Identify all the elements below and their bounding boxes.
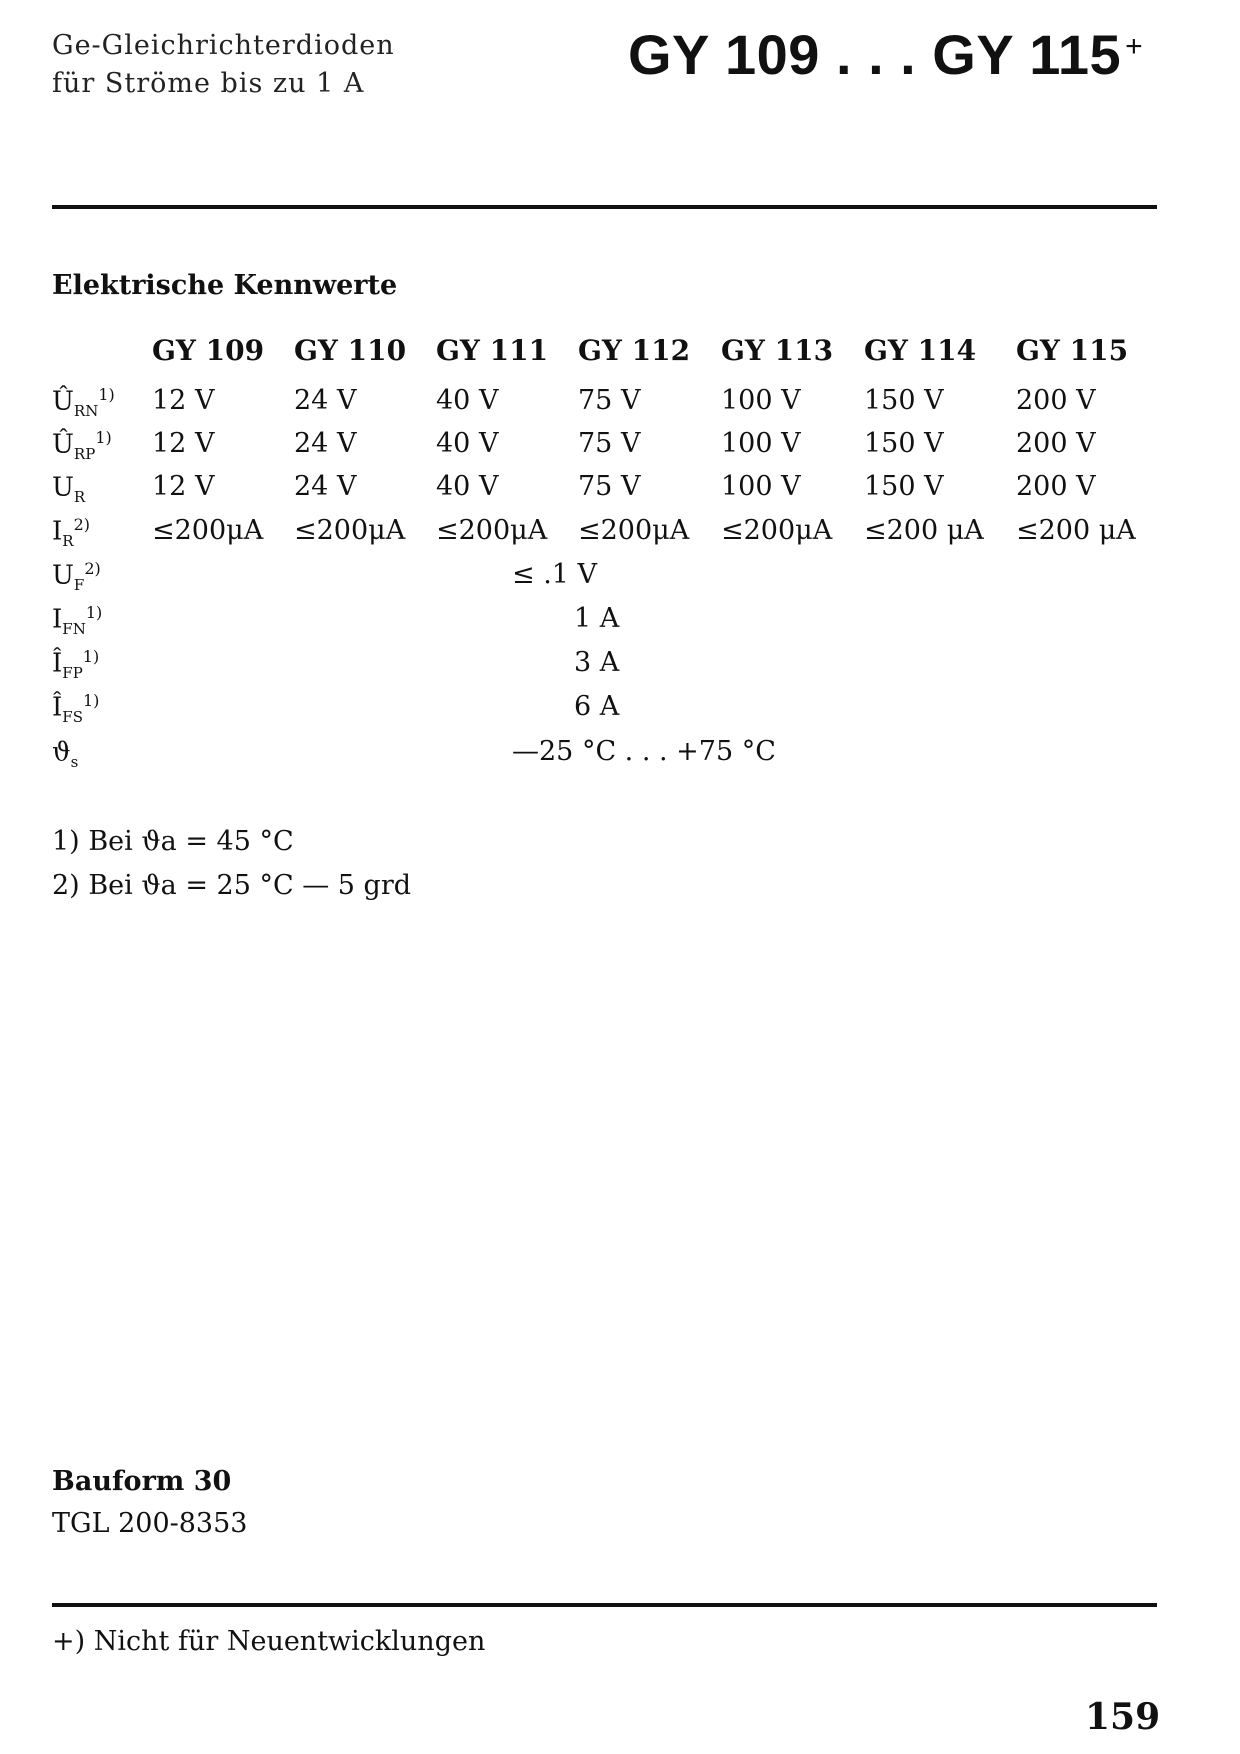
row-label-uf: $U_F^{2)}$: [52, 559, 101, 594]
table-cell: ≤200μA: [294, 515, 406, 546]
top-divider: [52, 205, 1157, 209]
table-cell: ≤200μA: [436, 515, 548, 546]
title-mark: +: [1125, 30, 1144, 63]
table-cell: 12 V: [152, 428, 215, 459]
table-cell-common: 3 A: [574, 647, 620, 678]
table-cell: 150 V: [864, 385, 944, 416]
table-cell: 75 V: [578, 385, 641, 416]
table-cell-common: 6 A: [574, 691, 620, 722]
row-label-ir: $I_R^{2)}$: [52, 515, 90, 550]
table-cell: 24 V: [294, 385, 357, 416]
column-header: GY 114: [864, 334, 977, 367]
table-cell: ≤200μA: [152, 515, 264, 546]
bottom-divider: [52, 1603, 1157, 1607]
column-header: GY 111: [436, 334, 549, 367]
page-number: 159: [1085, 1696, 1161, 1738]
table-cell: 75 V: [578, 471, 641, 502]
table-cell: ≤200 μA: [864, 515, 984, 546]
table-cell: 24 V: [294, 471, 357, 502]
package-standard: TGL 200-8353: [52, 1508, 248, 1539]
table-cell: 100 V: [721, 385, 801, 416]
row-label-ur: $U_R$: [52, 472, 86, 506]
row-label-theta-s: $ϑ_s$: [52, 737, 79, 771]
table-cell: 100 V: [721, 471, 801, 502]
subtitle-line-2: für Ströme bis zu 1 A: [52, 68, 365, 99]
table-cell: 200 V: [1016, 428, 1096, 459]
table-cell-common: 1 A: [574, 603, 620, 634]
table-cell: ≤200μA: [721, 515, 833, 546]
column-header: GY 110: [294, 334, 407, 367]
row-label-urp: $Û_{RP}^{1)}$: [52, 428, 112, 463]
column-header: GY 113: [721, 334, 834, 367]
page-title: [628, 22, 1143, 87]
footnote: 2) Bei ϑa = 25 °C — 5 grd: [52, 870, 412, 901]
table-cell: 12 V: [152, 385, 215, 416]
table-cell: 75 V: [578, 428, 641, 459]
column-header: GY 115: [1016, 334, 1129, 367]
table-cell-common: ≤ .1 V: [512, 559, 598, 590]
title-text: GY 109 . . . GY 115: [628, 23, 1122, 86]
subtitle-line-1: Ge-Gleichrichterdioden: [52, 30, 395, 61]
column-header: GY 112: [578, 334, 691, 367]
section-heading: Elektrische Kennwerte: [52, 270, 398, 301]
row-label-ifn: $I_{FN}^{1)}$: [52, 603, 103, 638]
table-cell: 24 V: [294, 428, 357, 459]
column-header: GY 109: [152, 334, 265, 367]
table-cell: ≤200μA: [578, 515, 690, 546]
table-cell: 150 V: [864, 428, 944, 459]
table-cell: 40 V: [436, 385, 499, 416]
bottom-note: +) Nicht für Neuentwicklungen: [52, 1626, 486, 1657]
table-cell: 12 V: [152, 471, 215, 502]
table-cell-common: —25 °C . . . +75 °C: [512, 736, 776, 767]
table-cell: 150 V: [864, 471, 944, 502]
footnote: 1) Bei ϑa = 45 °C: [52, 826, 294, 857]
row-label-urn: $Û_{RN}^{1)}$: [52, 385, 115, 420]
package-form: Bauform 30: [52, 1466, 232, 1497]
table-cell: 200 V: [1016, 385, 1096, 416]
table-cell: 40 V: [436, 428, 499, 459]
table-cell: 40 V: [436, 471, 499, 502]
row-label-ifs: $Î_{FS}^{1)}$: [52, 691, 100, 726]
table-cell: 200 V: [1016, 471, 1096, 502]
row-label-ifp: $Î_{FP}^{1)}$: [52, 647, 100, 682]
table-cell: 100 V: [721, 428, 801, 459]
table-cell: ≤200 μA: [1016, 515, 1136, 546]
